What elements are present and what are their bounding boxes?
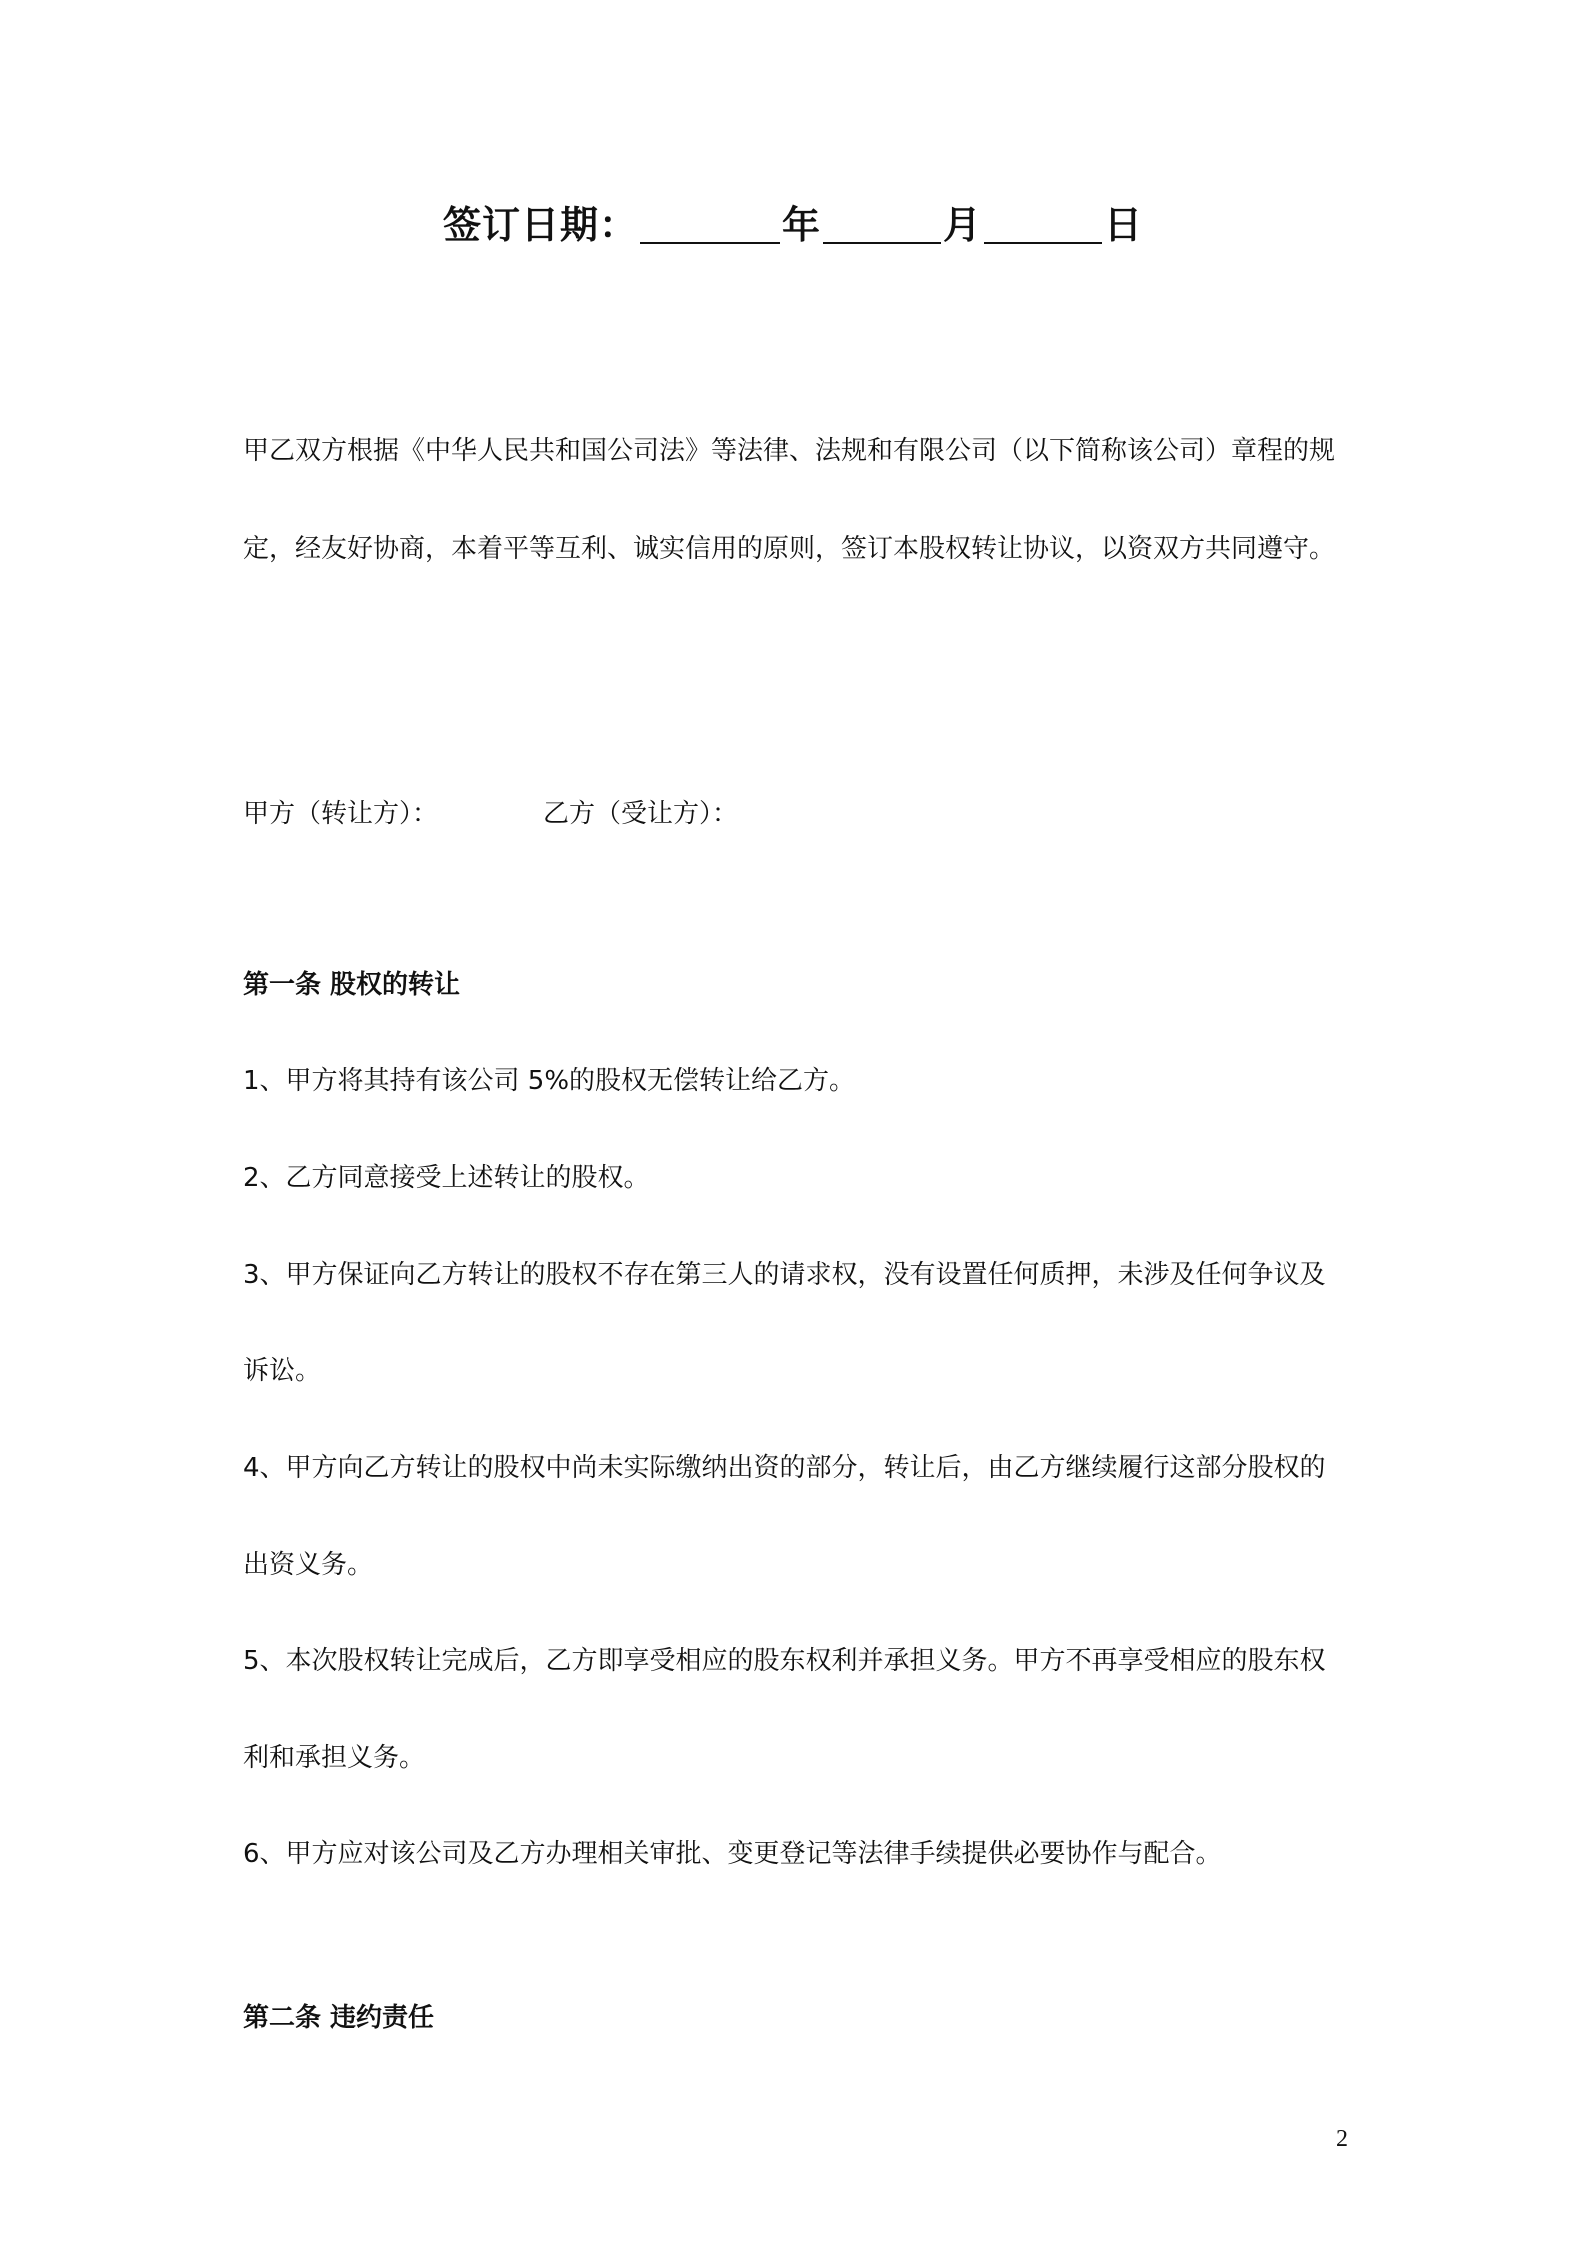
article-1-item-1: 1、甲方将其持有该公司 5%的股权无偿转让给乙方。 (243, 1066, 856, 1096)
year-blank (640, 202, 780, 244)
article-1-item-3-cont: 诉讼。 (243, 1356, 322, 1386)
year-label: 年 (781, 203, 821, 247)
parties-row (243, 796, 739, 832)
article-1-item-5-cont: 利和承担义务。 (243, 1743, 426, 1773)
page-number: 2 (1336, 2126, 1348, 2152)
article-2-heading: 第二条 违约责任 (243, 2003, 435, 2033)
month-blank (823, 202, 941, 244)
article-1-item-6: 6、甲方应对该公司及乙方办理相关审批、变更登记等法律手续提供必要协作与配合。 (243, 1839, 1222, 1869)
intro-line-2: 定，经友好协商，本着平等互利、诚实信用的原则，签订本股权转让协议，以资双方共同遵守。 (243, 534, 1336, 564)
signing-date-title (0, 198, 1586, 252)
party-b-label: 乙方（受让方）： (543, 799, 739, 829)
article-1-item-3: 3、甲方保证向乙方转让的股权不存在第三人的请求权，没有设置任何质押，未涉及任何争议及 (243, 1260, 1326, 1290)
day-blank (984, 202, 1102, 244)
article-1-item-4-cont: 出资义务。 (243, 1550, 374, 1580)
article-1-item-4: 4、甲方向乙方转让的股权中尚未实际缴纳出资的部分，转让后，由乙方继续履行这部分股权的 (243, 1453, 1326, 1483)
article-1-item-5: 5、本次股权转让完成后，乙方即享受相应的股东权利并承担义务。甲方不再享受相应的股东权 (243, 1646, 1326, 1676)
article-1-item-2: 2、乙方同意接受上述转让的股权。 (243, 1163, 650, 1193)
day-label: 日 (1104, 203, 1144, 247)
month-label: 月 (943, 203, 983, 247)
party-a-label: 甲方（转让方）： (243, 799, 439, 829)
article-1-heading: 第一条 股权的转让 (243, 970, 461, 1000)
signing-date-label: 签订日期： (442, 203, 638, 247)
intro-line-1: 甲乙双方根据《中华人民共和国公司法》等法律、法规和有限公司（以下简称该公司）章程的规 (243, 436, 1336, 466)
